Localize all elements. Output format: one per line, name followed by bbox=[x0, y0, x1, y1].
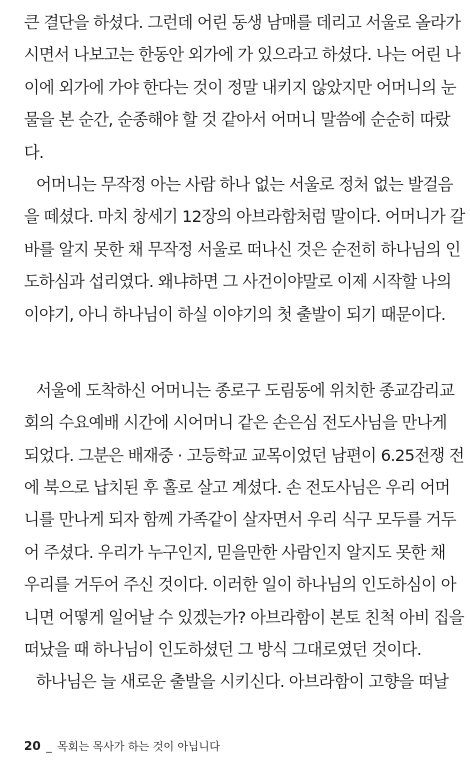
text-line: 을 떼셨다. 마치 창세기 12장의 아브라함처럼 말이다. 어머니가 갈 bbox=[24, 207, 465, 227]
text-line: 니를 만나게 되자 함께 가족같이 살자면서 우리 식구 모두를 거두 bbox=[24, 510, 456, 530]
paragraph-start-line: 서울에 도착하신 어머니는 종로구 도림동에 위치한 종교감리교 bbox=[36, 380, 455, 400]
text-line: 큰 결단을 하셨다. 그런데 어린 동생 남매를 데리고 서울로 올라가 bbox=[24, 13, 461, 32]
paragraph-start-line: 하나님은 늘 새로운 출발을 시키신다. 아브라함이 고향을 떠날 bbox=[36, 672, 449, 692]
text-line: 바를 알지 못한 채 무작정 서울로 떠나신 것은 순전히 하나님의 인 bbox=[24, 239, 461, 259]
text-line: 어 주셨다. 우리가 누구인지, 믿을만한 사람인지 알지도 못한 채 bbox=[24, 542, 446, 562]
text-line: 되었다. 그분은 배재중 · 고등학교 교목이었던 남편이 6.25전쟁 전 bbox=[24, 445, 464, 465]
footer-separator: _ bbox=[46, 740, 52, 753]
text-line: 에 북으로 납치된 후 홀로 살고 계셨다. 손 전도사님은 우리 어머 bbox=[24, 478, 450, 498]
text-line: 다. bbox=[24, 142, 44, 162]
text-line: 물을 본 순간, 순종해야 할 것 같아서 어머니 말씀에 순순히 따랐 bbox=[24, 110, 450, 130]
text-line: 도하심과 섭리였다. 왜냐하면 그 사건이야말로 이제 시작할 나의 bbox=[24, 272, 452, 292]
text-line: 떠났을 때 하나님이 인도하셨던 그 방식 그대로였던 것이다. bbox=[24, 640, 422, 660]
text-line: 이야기, 아니 하나님이 하실 이야기의 첫 출발이 되기 때문이다. bbox=[24, 304, 446, 324]
running-title: 목회는 목사가 하는 것이 아닙니다 bbox=[57, 740, 220, 753]
text-line: 이에 외가에 가야 한다는 것이 정말 내키지 않았지만 어머니의 눈 bbox=[24, 77, 456, 97]
text-line: 니면 어떻게 일어날 수 있겠는가? 아브라함이 본토 친척 아비 집을 bbox=[24, 607, 464, 627]
paragraph-gap bbox=[24, 331, 450, 375]
text-line: 우리를 거두어 주신 것이다. 이러한 일이 하나님의 인도하심이 아 bbox=[24, 575, 456, 595]
paragraph-start-line: 어머니는 무작정 아는 사람 하나 없는 서울로 정처 없는 발걸음 bbox=[36, 174, 453, 194]
page-footer bbox=[24, 738, 220, 754]
page-number: 20 bbox=[24, 739, 41, 753]
text-line: 시면서 나보고는 한동안 외가에 가 있으라고 하셨다. 나는 어린 나 bbox=[24, 45, 461, 65]
body-text bbox=[24, 7, 465, 699]
text-line: 회의 수요예배 시간에 시어머니 같은 손은심 전도사님을 만나게 bbox=[24, 413, 447, 433]
